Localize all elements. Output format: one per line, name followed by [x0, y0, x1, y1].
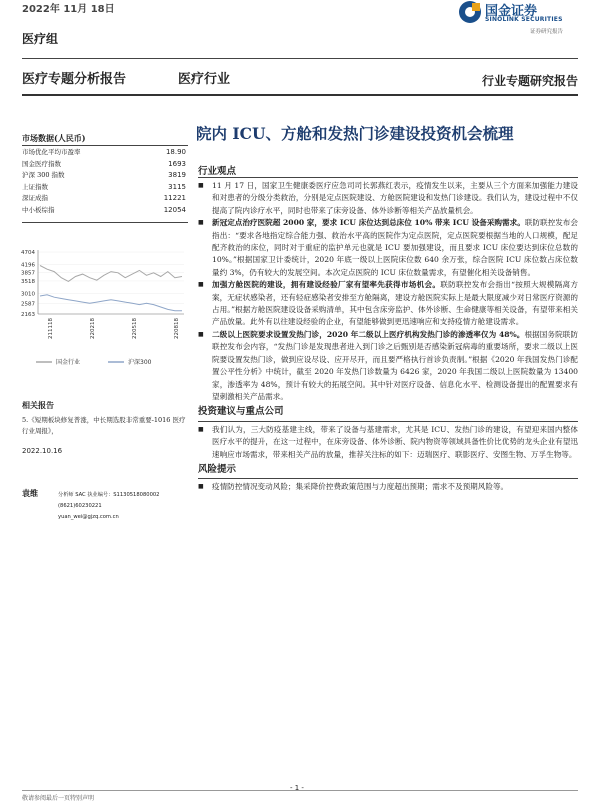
market-label: 沪深 300 指数: [22, 171, 65, 180]
logo-mark-icon: [458, 0, 482, 24]
related-report-date: 2022.10.16: [22, 447, 63, 455]
team-name: 医疗组: [22, 32, 59, 46]
market-row: [22, 205, 186, 217]
report-industry: 医疗行业: [178, 72, 231, 87]
paragraph-invest: ■ 我们认为，三大防疫基建主线，带来了设备与基建需求，尤其是 ICU、发热门诊的建设，有望迎来国内整体医疗水平的提升，在这一过程中，在床旁设备、体外诊断、院内物资等领域具备性价比优势的龙头企业有望迅速响应市场需求，带来相关产品的放量，推荐关注标的如下：迈瑞医疗、联影医疗、安图生物、万孚生物等。: [198, 424, 578, 461]
main-body: [198, 180, 578, 494]
market-bottom-divider: [22, 222, 188, 223]
section-divider: [198, 478, 578, 479]
market-row: [22, 147, 186, 159]
market-value: 1693: [168, 159, 186, 168]
market-row: [22, 193, 186, 205]
report-category: 医疗专题分析报告: [22, 72, 127, 87]
market-divider: [22, 145, 188, 146]
analyst-info: [58, 490, 188, 523]
y-tick-label: 3857: [21, 270, 35, 277]
analyst-email: yuan_wei@gjzq.com.cn: [58, 514, 119, 520]
footer-disclaimer: 敬请参阅最后一页特别声明: [22, 795, 95, 802]
y-tick-label: 3518: [21, 278, 35, 285]
x-tick-label: 211118: [48, 318, 54, 339]
market-value: 3115: [168, 182, 186, 191]
report-date: 2022年 11月 18日: [22, 4, 115, 15]
market-value: 18.90: [165, 148, 186, 156]
footer-divider: [22, 790, 578, 791]
series-line-csi300: [40, 295, 182, 311]
analyst-name: 袁维: [22, 488, 38, 498]
index-trend-chart: [12, 244, 192, 384]
related-report-item: 5.《短期板块修复普涨，中长期选股非常重要-1016 医疗行业周报》，: [22, 416, 186, 435]
related-reports-title: 相关报告: [22, 400, 54, 410]
header-divider: [22, 58, 578, 59]
x-tick-label: 220518: [132, 318, 138, 339]
paragraph-fangcang: [198, 279, 578, 329]
paragraph-fangcang-text: 联防联控发布会指出“按照大规模隔离方案，无症状感染者，还有轻症感染者安排至方舱隔离，建设方舱医院实际上是最大限度减少对日常医疗资源的占用。”根据方舱医院建设设备采购清单，其中包含床旁监护、体外诊断、生命健康等相关设备，有望带来相关产品放量。此外有以往建设经验的企业，有望能够做到更迅速响应和支持疫情方舱建设需求。: [212, 280, 579, 327]
x-tick-label: 220218: [90, 318, 96, 339]
market-value: 12054: [163, 205, 186, 214]
logo-name-en: SINOLINK SECURITIES: [485, 16, 563, 23]
company-logo: [458, 0, 588, 38]
category-divider: [22, 94, 578, 96]
market-row: [22, 159, 186, 171]
y-tick-label: 2587: [21, 301, 35, 308]
market-data-table: [22, 147, 186, 217]
section-title-view: 行业观点: [198, 166, 237, 177]
legend-label: 沪深300: [128, 359, 152, 366]
logo-name-cn: 国金证券: [485, 4, 538, 19]
series-line-industry: [40, 266, 182, 282]
market-row: [22, 182, 186, 194]
paragraph-risk: ■ 疫情防控情况变动风险；集采降价控费政策范围与力度超出预期；需求不及预期风险等。: [198, 481, 578, 493]
paragraph-icu-text: 联防联控发布会指出：“要求各地指定综合能力强、救治水平高的医院作为定点医院，定点医院要根据当地的人口规模，配足配齐救治的床位，同时对于重症的监护单元也就是 ICU 要加强建设，而且要求 ICU 床位要达到床位总数的 10%。”根据国家卫计委统计，2020 年底一级以上医院床位数 640 余万张，综合医院 ICU 床位数占床位数量约 3%，仍有较大的发展空间。本次定点医院的 ICU 床位数量需求，有望催化相关设备销售。: [212, 218, 578, 277]
analyst-phone: (8621)60230221: [58, 503, 102, 509]
section-divider: [198, 177, 578, 178]
legend-label: 国金行业: [56, 359, 81, 366]
paragraph-icu-heading: 新冠定点治疗医院超 2000 家，要求 ICU 床位达到总床位 10% 带来 ICU 设备采购需求。: [212, 218, 525, 228]
market-data-title: 市场数据(人民币): [22, 133, 86, 143]
logo-subtitle: 证券研究报告: [530, 29, 564, 35]
paragraph-overview: ■ 11 月 17 日，国家卫生健康委医疗应急司司长郭燕红表示，疫情发生以来，主要从三个方面来加强能力建设和对患者的分级分类救治，分别是定点医院建设、方舱医院建设和发热门诊建设。我们认为，建设过程中不仅提高了院内诊疗水平，同时也带来了床旁设备、体外诊断等相关产品放量机会。: [198, 180, 578, 217]
market-label: 深证成指: [22, 194, 48, 203]
y-tick-label: 4196: [21, 262, 35, 269]
paragraph-fever-text: 根据国务院联防联控发布会内容，“发热门诊是发现患者进入到门诊之后甄别是否感染新冠病毒的重要场所，要求二级以上医院要设置发热门诊，做到应设尽设、应开尽开，而且要严格执行首诊负责制。”根据《2020 年我国发热门诊配置公平性分析》中统计，截至 2020 年发热门诊数量为 6426 家，2020 年我国二级以上医院数量为 13400 家，渗透率为 48%，预计有较大的拓展空间。其中针对医疗设备、信息化水平、检测设备提出的配置要求有望刺激相关产品需求。: [212, 329, 578, 401]
x-tick-label: 220818: [174, 318, 180, 339]
market-label: 国金医疗指数: [22, 159, 61, 168]
paragraph-fever-clinic: [198, 329, 578, 403]
paragraph-fever-heading: 二级以上医院要求设置发热门诊，2020 年二级以上医疗机构发热门诊的渗透率仅为 48%。: [212, 329, 525, 339]
market-value: 11221: [163, 194, 186, 203]
analyst-sac: 分析师 SAC 执业编号：S1130518080002: [58, 492, 160, 498]
market-label: 市场优化平均市盈率: [22, 148, 81, 156]
market-label: 中小板综指: [22, 205, 55, 214]
page-number: - 1 -: [290, 784, 304, 792]
section-title-invest: 投资建议与重点公司: [198, 406, 284, 418]
market-label: 上证指数: [22, 182, 48, 191]
section-title-risk: 风险提示: [198, 463, 237, 475]
paragraph-fangcang-heading: 加强方舱医院的建设，拥有建设经验厂家有望率先获得市场机会。: [212, 280, 441, 290]
report-type: 行业专题研究报告: [481, 74, 578, 88]
market-row: [22, 170, 186, 182]
report-title: 院内 ICU、方舱和发热门诊建设投资机会梳理: [196, 124, 514, 143]
paragraph-icu: [198, 217, 578, 279]
y-tick-label: 3010: [21, 291, 35, 298]
market-value: 3819: [168, 171, 186, 180]
y-tick-label: 2163: [21, 312, 35, 318]
section-divider: [198, 421, 578, 422]
y-tick-label: 4704: [21, 250, 35, 256]
